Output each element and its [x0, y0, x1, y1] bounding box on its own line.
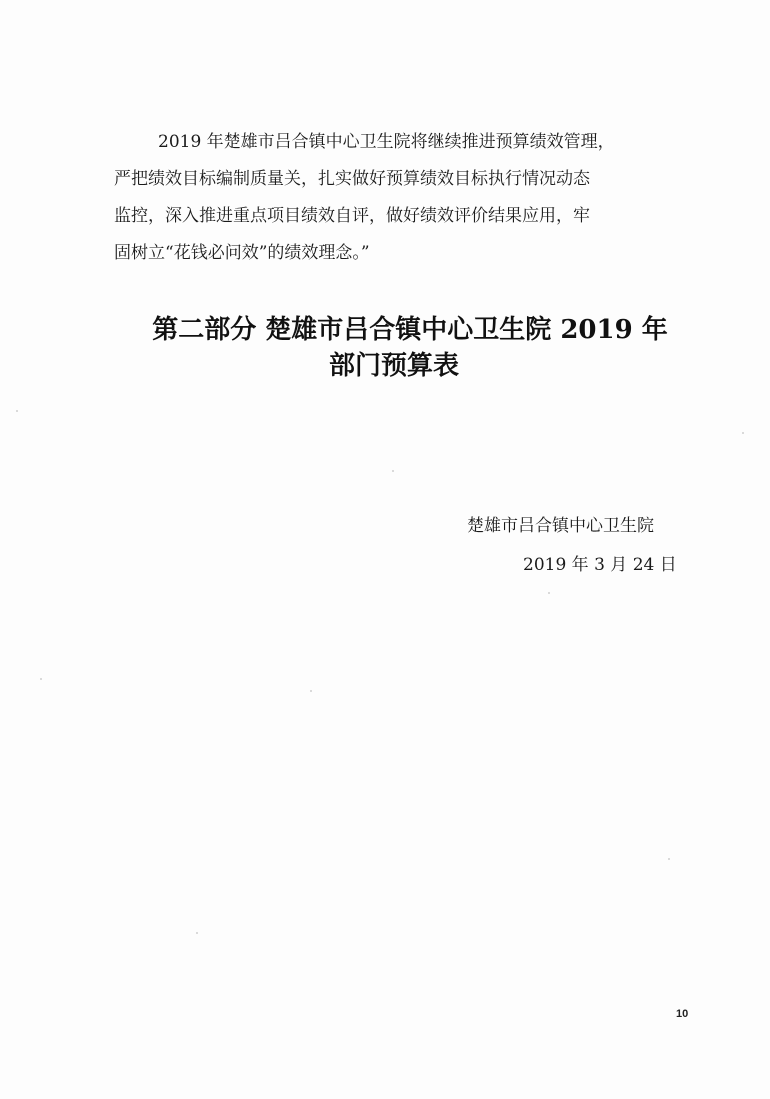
section-heading — [0, 312, 770, 384]
paragraph-line: 2019 年楚雄市吕合镇中心卫生院将继续推进预算绩效管理， — [158, 132, 615, 152]
scan-speck — [40, 678, 42, 680]
section-heading-line-1: 第二部分 楚雄市吕合镇中心卫生院 2019 年 — [152, 315, 668, 345]
signature-date: 2019 年 3 月 24 日 — [523, 555, 677, 575]
scan-speck — [196, 932, 198, 934]
scan-speck — [548, 592, 550, 594]
section-heading-line-2: 部门预算表 — [328, 351, 459, 381]
scan-speck — [742, 432, 744, 434]
page-number: 10 — [676, 1008, 689, 1020]
signature-organization: 楚雄市吕合镇中心卫生院 — [467, 516, 654, 536]
scan-speck — [16, 410, 18, 412]
paragraph-line: 监控，深入推进重点项目绩效自评，做好绩效评价结果应用，牢 — [114, 206, 590, 226]
body-paragraph — [114, 124, 714, 272]
scan-speck — [392, 470, 394, 472]
scan-speck — [668, 858, 670, 860]
paragraph-line: 严把绩效目标编制质量关，扎实做好预算绩效目标执行情况动态 — [114, 169, 590, 189]
scan-speck — [310, 690, 312, 692]
paragraph-line: 固树立“花钱必问效”的绩效理念。” — [114, 243, 370, 263]
